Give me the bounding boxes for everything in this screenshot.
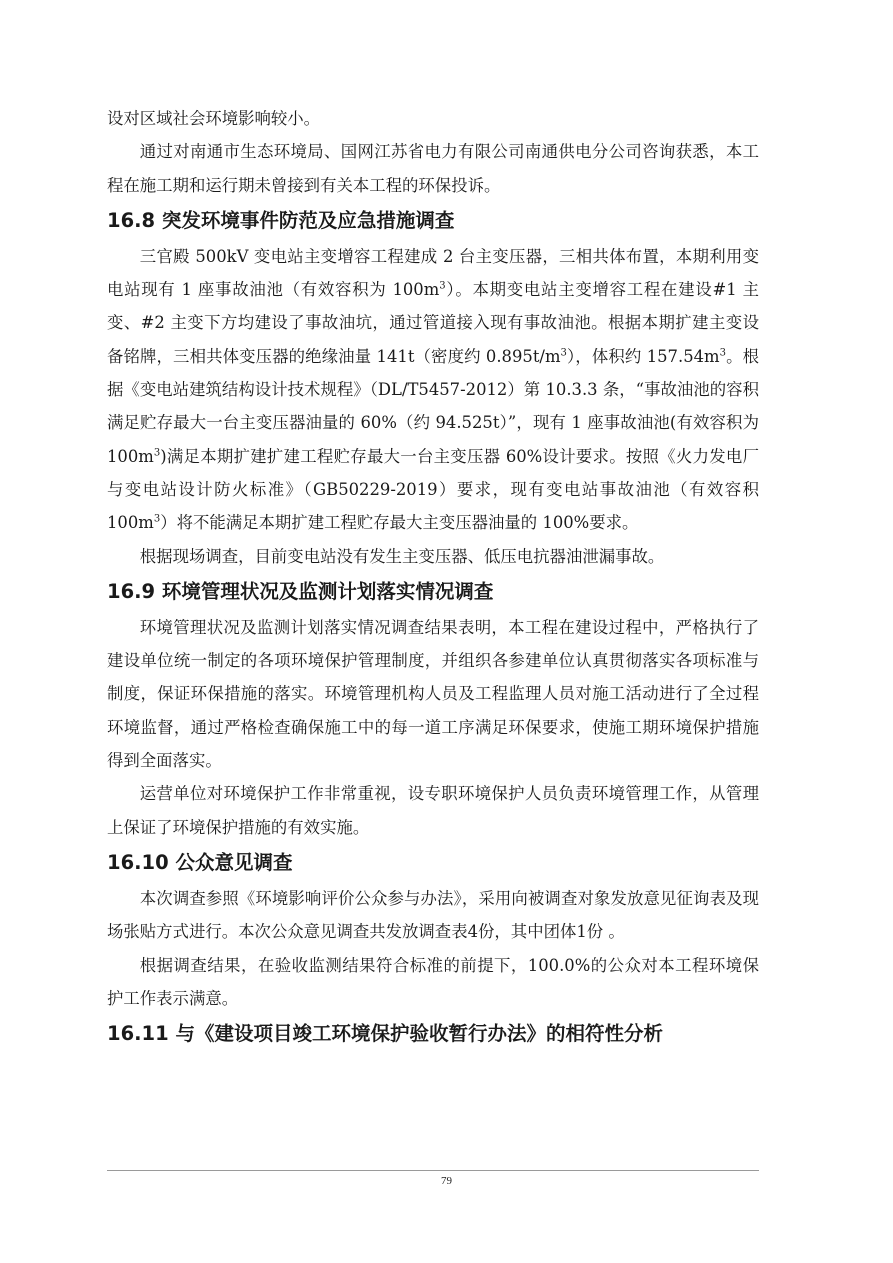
footer-divider bbox=[107, 1170, 759, 1171]
heading-16-10: 16.10 公众意见调查 bbox=[107, 850, 293, 874]
paragraph-complaints: 通过对南通市生态环境局、国网江苏省电力有限公司南通供电分公司咨询获悉，本工程在施工期和运行期未曾接到有关本工程的环保投诉。 bbox=[107, 142, 759, 195]
paragraph-public-survey: 本次调查参照《环境影响评价公众参与办法》，采用向被调查对象发放意见征询表及现场张贴方式进行。本次公众意见调查共发放调查表4份，其中团体1份 。 bbox=[107, 888, 759, 942]
paragraph-management: 环境管理状况及监测计划落实情况调查结果表明，本工程在建设过程中，严格执行了建设单位统一制定的各项环境保护管理制度，并组织各参建单位认真贯彻落实各项标准与制度，保证环保措施的落实。环境管理机构人员及工程监理人员对施工活动进行了全过程环境监督，通过严格检查确保施工中的每一道工序满足环保要求，使施工期环境保护措施得到全面落实。 bbox=[107, 617, 759, 771]
heading-16-8: 16.8 突发环境事件防范及应急措施调查 bbox=[107, 208, 455, 232]
paragraph-social-impact: 设对区域社会环境影响较小。 bbox=[107, 109, 321, 128]
paragraph-survey-result: 根据调查结果，在验收监测结果符合标准的前提下，100.0%的公众对本工程环境保护工作表示满意。 bbox=[107, 955, 759, 1008]
paragraph-oil-pool: 三官殿 500kV 变电站主变增容工程建成 2 台主变压器，三相共体布置，本期利用变电站现有 1 座事故油池（有效容积为 $100m^3$）。本期变电站主变增容工程在建设#1 主变、#2 主变下方均建设了事故油坑，通过管道接入现有事故油池。根据本期扩建主变设备铭牌，三相共体变压器的绝缘油量 141t（密度约 $0.895t/m^3$），体积约 $157.54m^3$。根据《变电站建筑结构设计技术规程》（DL/T5457-2012）第 10.3.3 条，“事故油池的容积满足贮存最大一台主变压器油量的 60%（约 94.525t）”，现有 1 座事故油池(有效容积为 $100m^3$)满足本期扩建扩建工程贮存最大一台主变压器 60%设计要求。按照《火力发电厂与变电站设计防火标准》（GB50229-2019）要求，现有变电站事故油池（有效容积 $100m^3$）将不能满足本期扩建工程贮存最大主变压器油量的 100%要求。 bbox=[107, 246, 759, 533]
page-number: 79 bbox=[441, 1175, 452, 1187]
paragraph-operator: 运营单位对环境保护工作非常重视，设专职环境保护人员负责环境管理工作，从管理上保证了环境保护措施的有效实施。 bbox=[107, 784, 759, 837]
paragraph-site-survey: 根据现场调查，目前变电站没有发生主变压器、低压电抗器油泄漏事故。 bbox=[139, 546, 665, 566]
heading-16-9: 16.9 环境管理状况及监测计划落实情况调查 bbox=[107, 579, 494, 603]
page-body bbox=[107, 102, 759, 1053]
heading-16-11: 16.11 与《建设项目竣工环境保护验收暂行办法》的相符性分析 bbox=[107, 1022, 663, 1046]
